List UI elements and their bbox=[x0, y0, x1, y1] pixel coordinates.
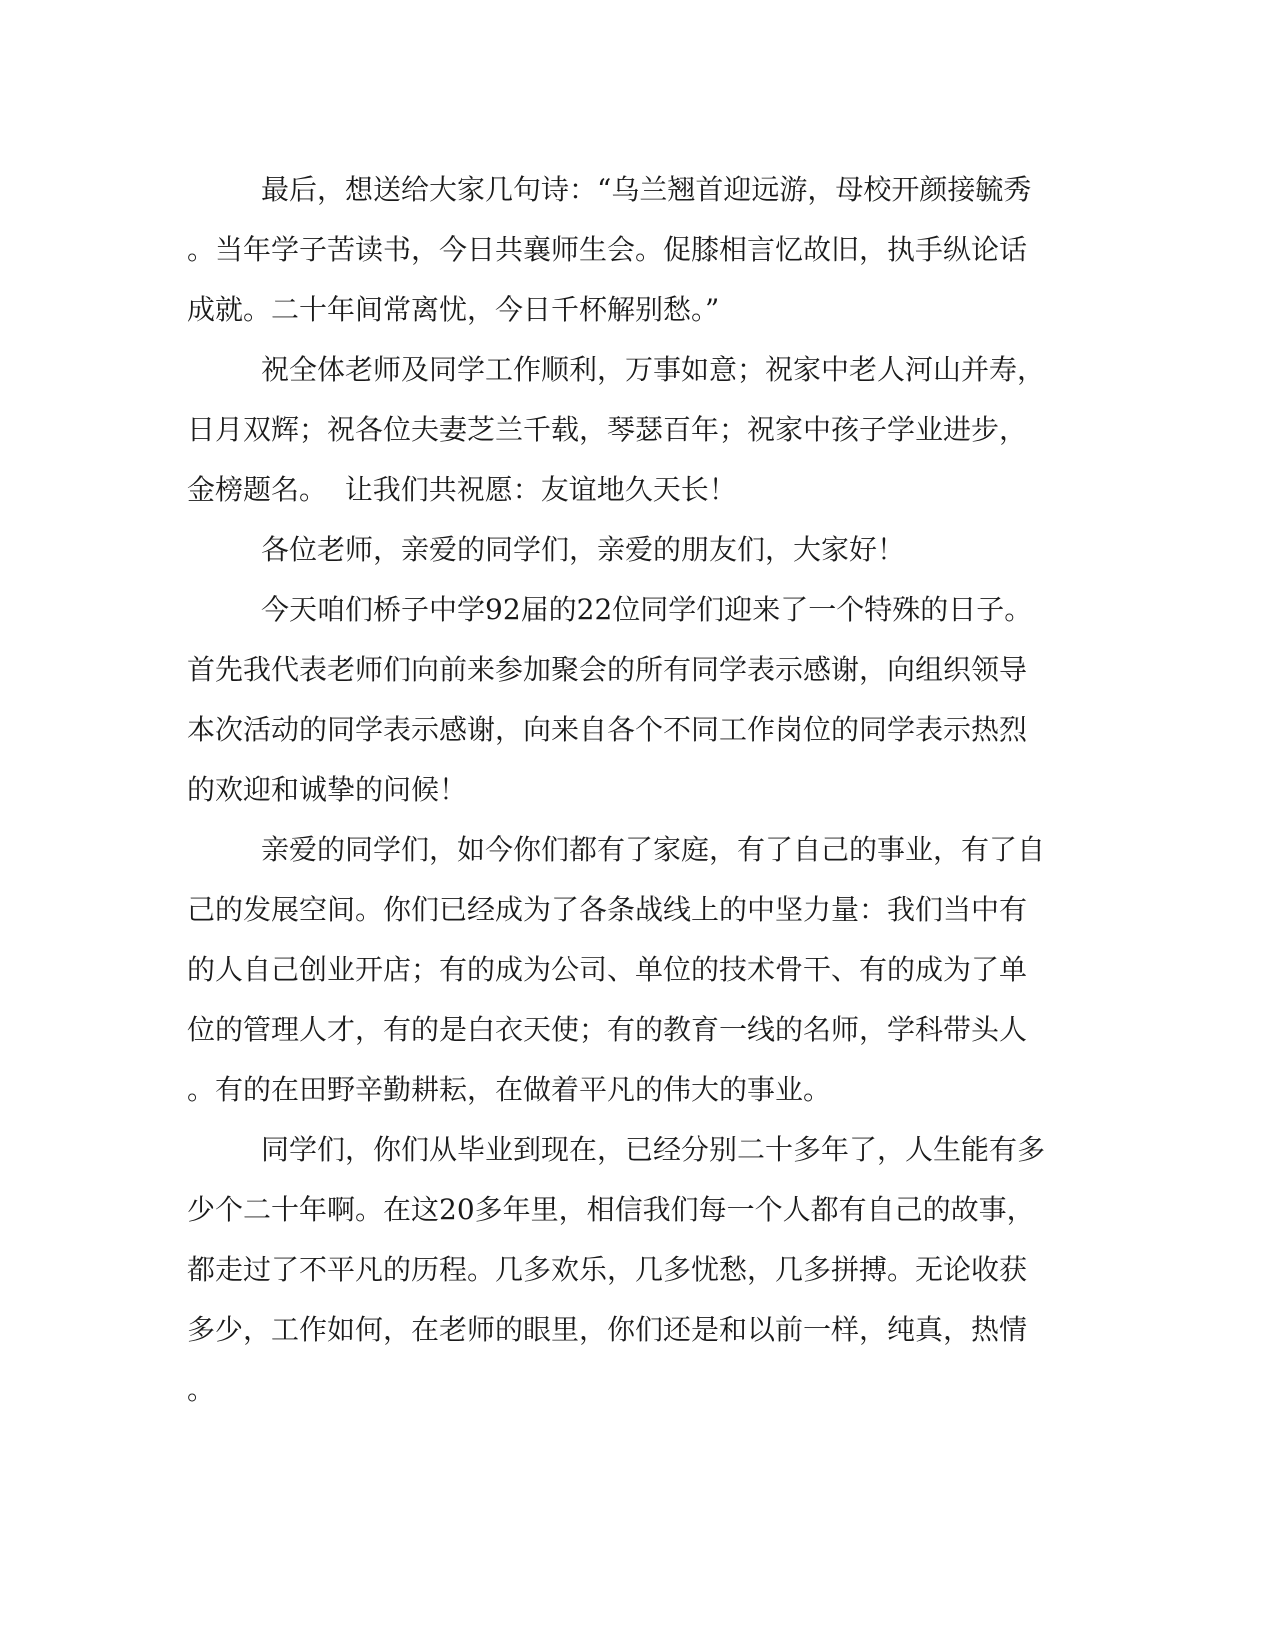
text-line: 。 bbox=[187, 1373, 216, 1406]
text-line: 己的发展空间。你们已经成为了各条战线上的中坚力量：我们当中有 bbox=[187, 893, 1028, 926]
text-line: 的人自己创业开店；有的成为公司、单位的技术骨干、有的成为了单 bbox=[187, 953, 1028, 986]
text-line: 本次活动的同学表示感谢，向来自各个不同工作岗位的同学表示热烈 bbox=[187, 713, 1028, 746]
text-line: 少个二十年啊。在这20多年里，相信我们每一个人都有自己的故事， bbox=[187, 1193, 1035, 1226]
text-line: 同学们，你们从毕业到现在，已经分别二十多年了，人生能有多 bbox=[261, 1133, 1046, 1166]
text-line: 。有的在田野辛勤耕耘，在做着平凡的伟大的事业。 bbox=[187, 1073, 832, 1106]
document-body bbox=[187, 160, 1067, 1420]
text-line: 首先我代表老师们向前来参加聚会的所有同学表示感谢，向组织领导 bbox=[187, 653, 1028, 686]
text-line: 亲爱的同学们，如今你们都有了家庭，有了自己的事业，有了自 bbox=[261, 833, 1046, 866]
text-line: 最后，想送给大家几句诗：“乌兰翘首迎远游，母校开颜接毓秀 bbox=[261, 173, 1032, 206]
text-line: 成就。二十年间常离忧，今日千杯解别愁。” bbox=[187, 293, 720, 326]
text-line: 金榜题名。 让我们共祝愿：友谊地久天长！ bbox=[187, 473, 737, 506]
text-line: 的欢迎和诚挚的问候！ bbox=[187, 773, 468, 806]
text-line: 祝全体老师及同学工作顺利，万事如意；祝家中老人河山并寿， bbox=[261, 353, 1046, 386]
text-line: 位的管理人才，有的是白衣天使；有的教育一线的名师，学科带头人 bbox=[187, 1013, 1028, 1046]
text-line: 多少，工作如何，在老师的眼里，你们还是和以前一样，纯真，热情 bbox=[187, 1313, 1028, 1346]
text-line: 日月双辉；祝各位夫妻芝兰千载，琴瑟百年；祝家中孩子学业进步， bbox=[187, 413, 1028, 446]
text-line: 各位老师，亲爱的同学们，亲爱的朋友们，大家好！ bbox=[261, 533, 906, 566]
text-line: 。当年学子苦读书，今日共襄师生会。促膝相言忆故旧，执手纵论话 bbox=[187, 233, 1028, 266]
text-line: 都走过了不平凡的历程。几多欢乐，几多忧愁，几多拼搏。无论收获 bbox=[187, 1253, 1028, 1286]
text-line: 今天咱们桥子中学92届的22位同学们迎来了一个特殊的日子。 bbox=[261, 593, 1033, 626]
